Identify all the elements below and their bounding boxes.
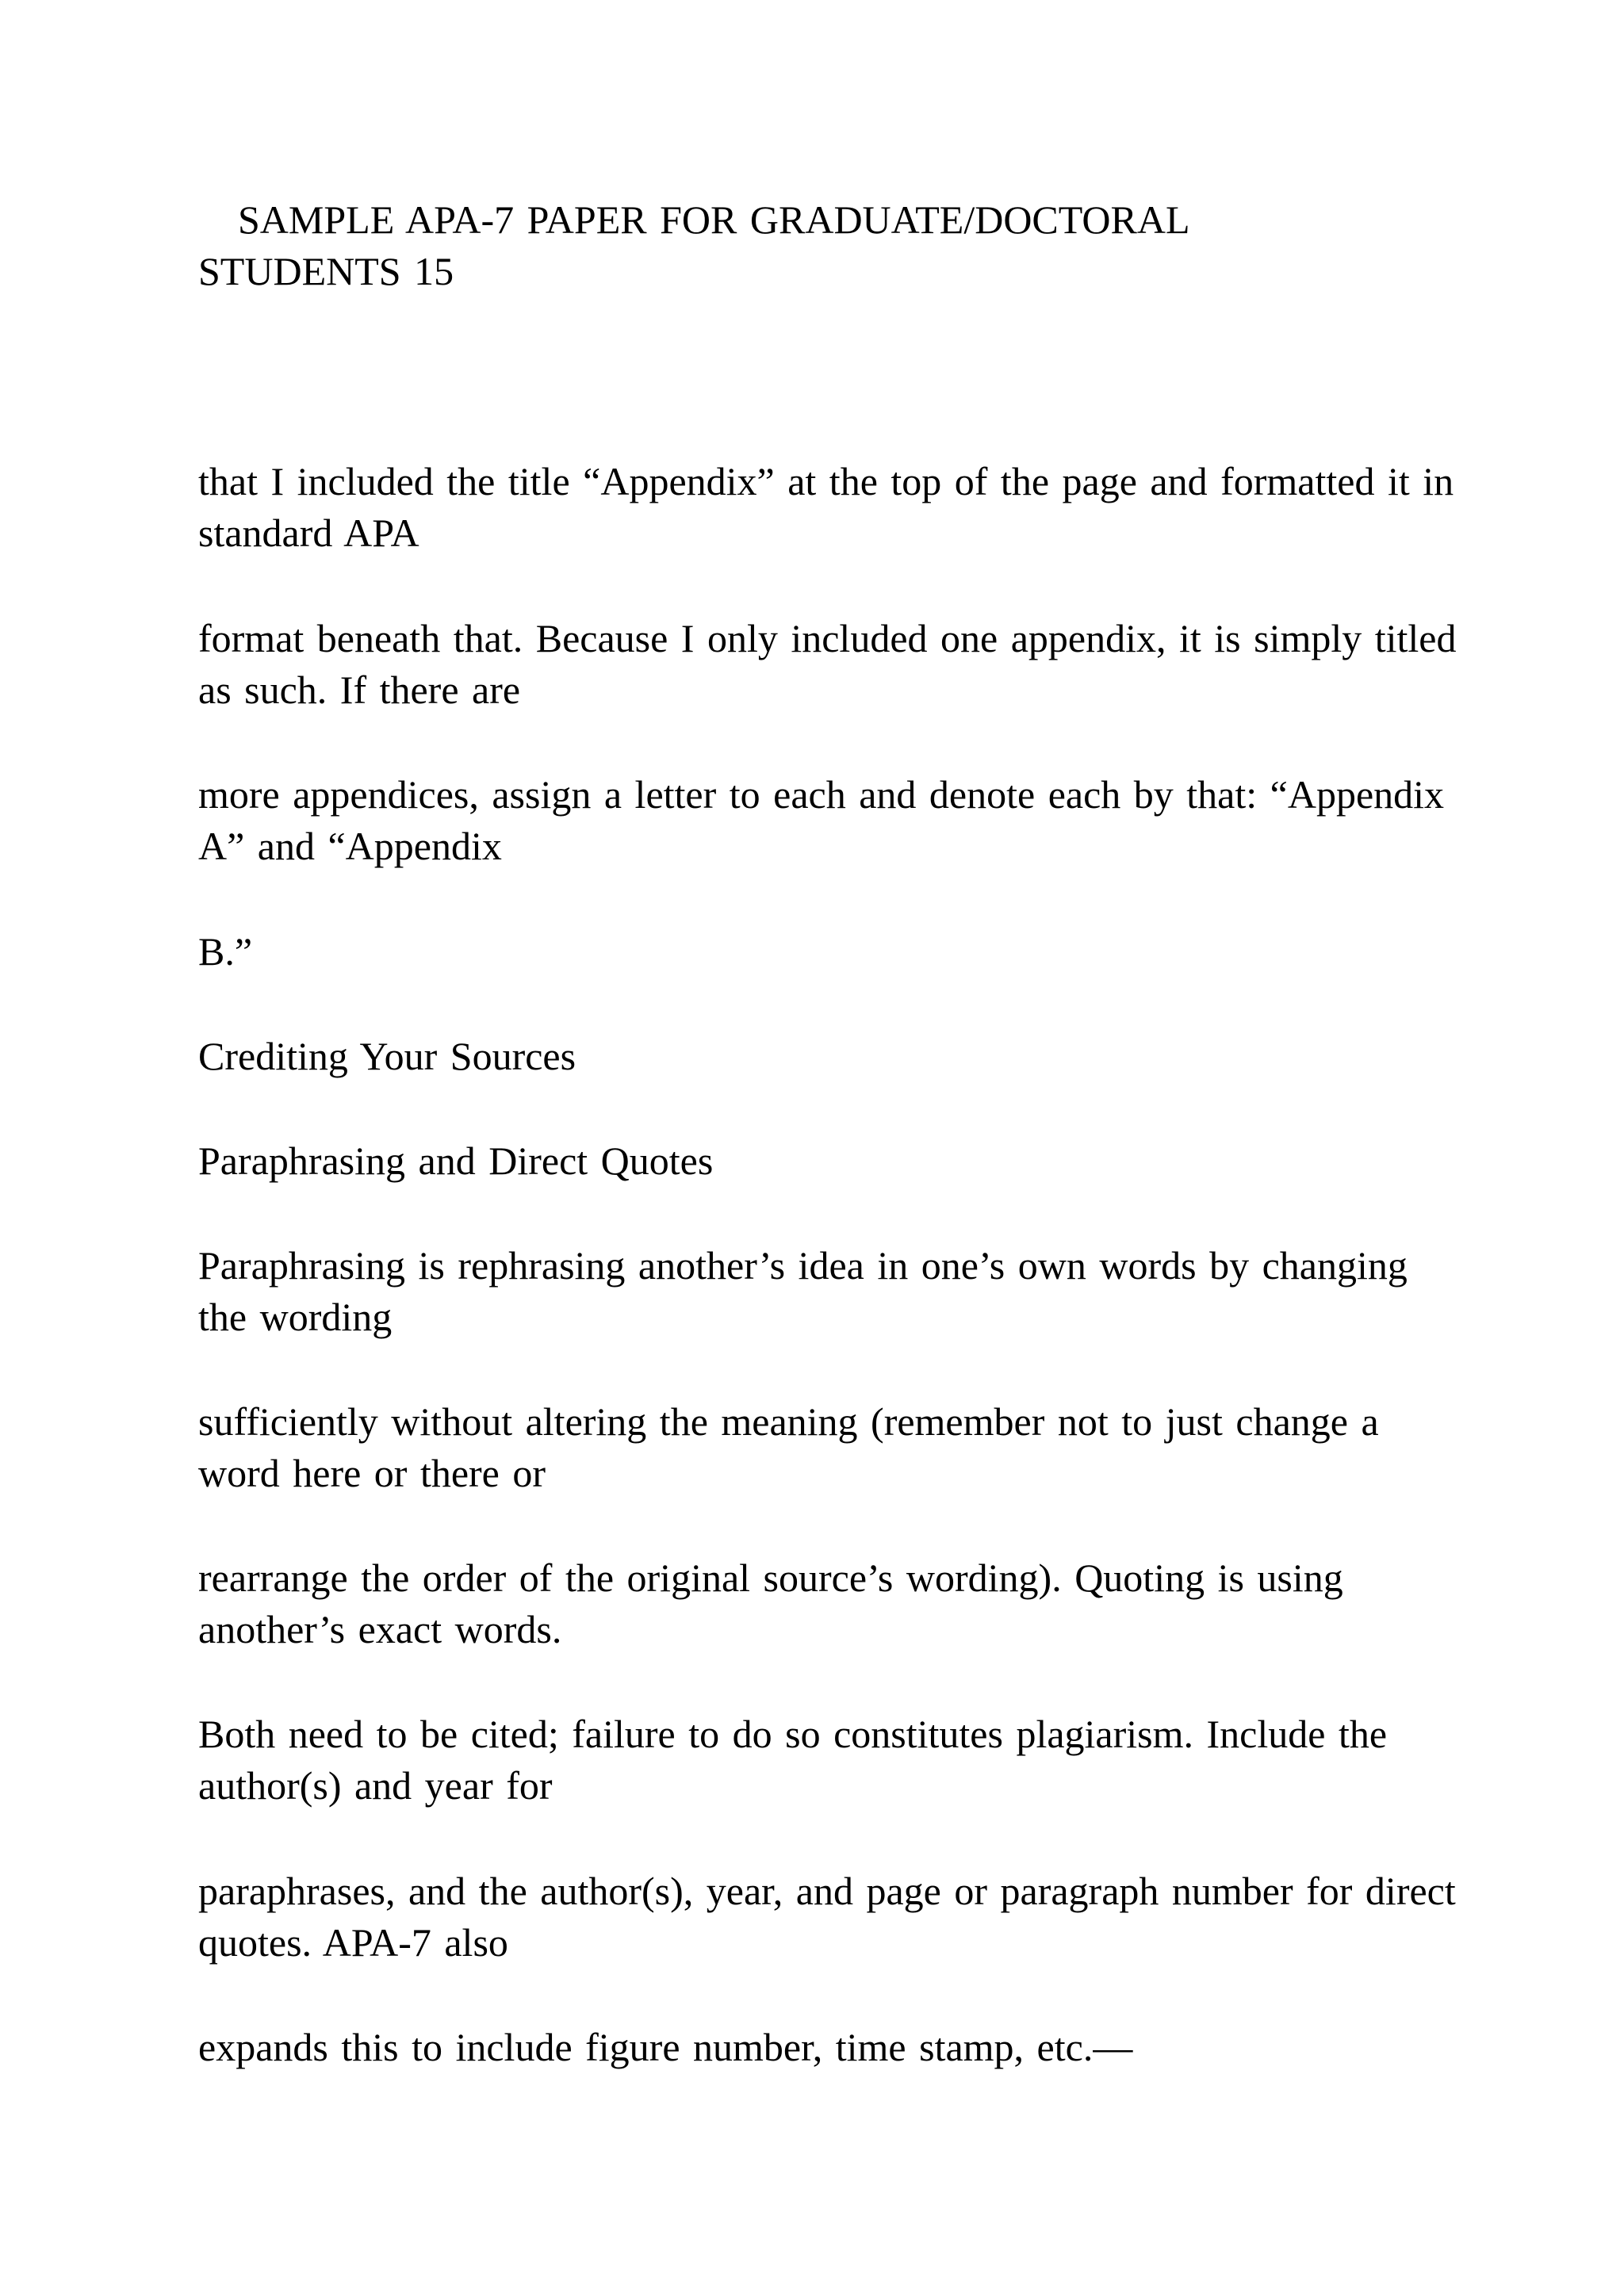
paragraph-paraphrasing-definition: Paraphrasing is rephrasing another’s idea in one’s own words by changing the wording bbox=[198, 1243, 1408, 1339]
paragraph-expands: expands this to include figure number, time stamp, etc.— bbox=[198, 2025, 1133, 2069]
paragraph-appendix-b: B.” bbox=[198, 929, 253, 974]
paragraph-more-appendices: more appendices, assign a letter to each and denote each by that: “Appendix A” and “Appendix bbox=[198, 772, 1445, 868]
running-header bbox=[198, 194, 1467, 297]
running-header-page: STUDENTS 15 bbox=[198, 249, 454, 293]
paragraph-sufficiently: sufficiently without altering the meaning (remember not to just change a word here or there or bbox=[198, 1399, 1379, 1495]
paragraph-rearrange: rearrange the order of the original source’s wording). Quoting is using another’s exact words. bbox=[198, 1556, 1343, 1651]
heading-paraphrasing-quotes: Paraphrasing and Direct Quotes bbox=[198, 1138, 714, 1183]
heading-crediting-sources: Crediting Your Sources bbox=[198, 1034, 576, 1078]
paragraph-both-cited: Both need to be cited; failure to do so constitutes plagiarism. Include the author(s) and year for bbox=[198, 1712, 1388, 1808]
running-header-title: SAMPLE APA-7 PAPER FOR GRADUATE/DOCTORAL bbox=[238, 197, 1190, 242]
paragraph-one-appendix: format beneath that. Because I only included one appendix, it is simply titled as such. If there are bbox=[198, 616, 1457, 712]
paragraph-paraphrases-quotes: paraphrases, and the author(s), year, and page or paragraph number for direct quotes. APA-7 also bbox=[198, 1869, 1456, 1965]
paragraph-appendix-title: that I included the title “Appendix” at the top of the page and formatted it in standard APA bbox=[198, 459, 1454, 555]
